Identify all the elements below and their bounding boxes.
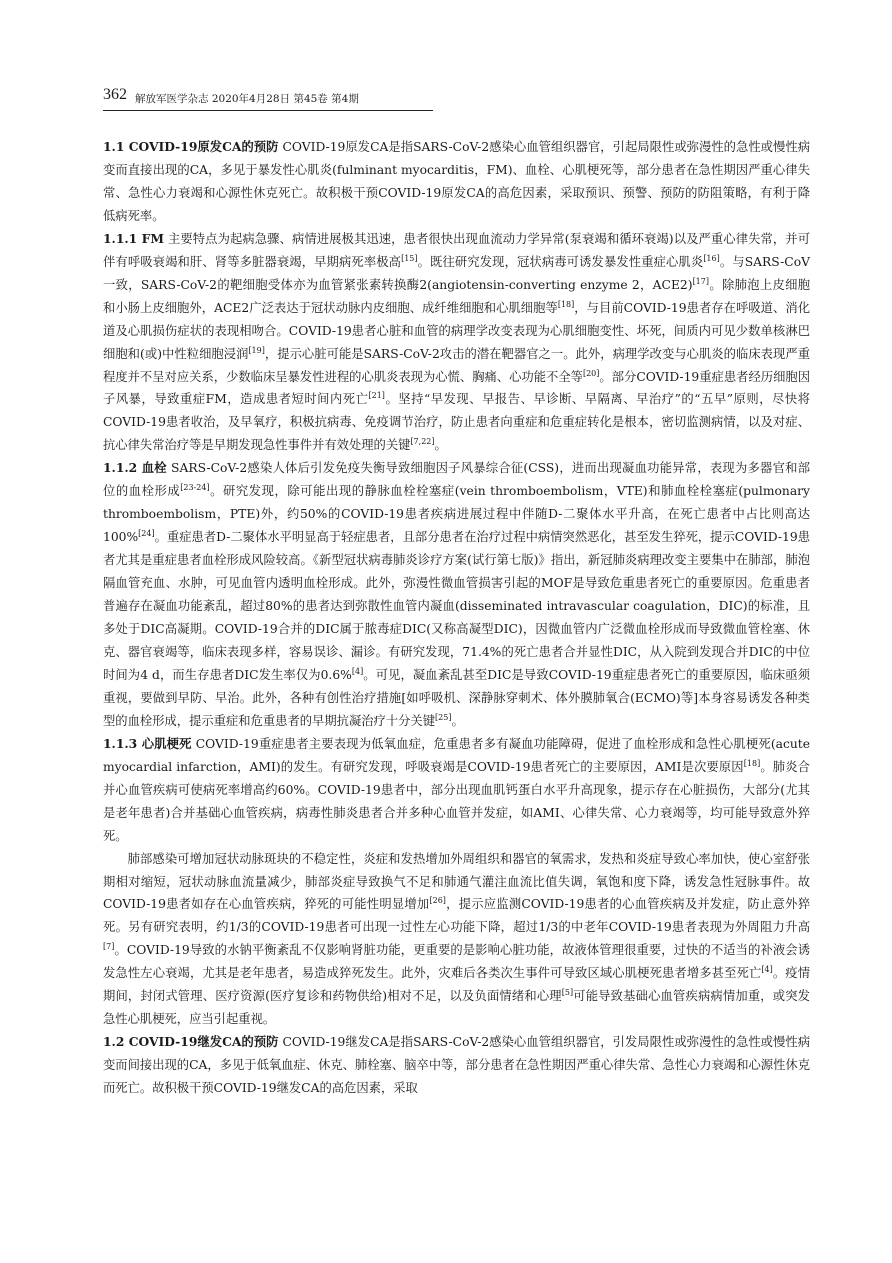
section-heading: 1.1.2 血栓 <box>103 460 167 476</box>
citation: [18] <box>743 758 761 768</box>
text-run: 可能导致基础心血管疾病病情加重，或突发急性心肌梗死，应当引起重视。 <box>103 989 810 1027</box>
text-run: ，提示应监测COVID-19患者的心血管疾病及并发症，防止意外猝死。另有研究表明，约1/3的COVID-19患者可出现一过性左心功能下降，超过1/3的中老年COVID-19患者表现为外周阻力升高 <box>103 897 811 935</box>
citation: [4] <box>351 666 364 676</box>
citation: [23-24] <box>180 483 210 493</box>
section-heading: 1.2 COVID-19继发CA的预防 <box>103 1034 279 1050</box>
citation: [16] <box>703 253 720 263</box>
text-run: 。坚持“早发现、早报告、早诊断、早隔离、早治疗”的“五早”原则，尽快将COVID-19患者收治，及早氧疗，积极抗病毒、免疫调节治疗，防止患者向重症和危重症转化是根本，密切监测病情，以及对症、抗心律失常治疗等是早期发现急性事件并有效处理的关键 <box>103 392 810 453</box>
text-run: 。重症患者D-二聚体水平明显高于轻症患者，且部分患者在治疗过程中病情突然恶化，甚至发生猝死，提示COVID-19患者尤其是重症患者血栓形成风险较高。《新型冠状病毒肺炎诊疗方案(试行第七版)》指出，新冠肺炎病理改变主要集中在肺部，肺泡隔血管充血、水肿，可见血管内透明血栓形成。此外，弥漫性微血管损害引起的MOF是导致危重患者死亡的重要原因。危重患者普遍存在凝血功能紊乱，超过80%的患者达到弥散性血管内凝血(disseminated intravascular coagulation，DIC)的标准，且多处于DIC高凝期。COVID-19合并的DIC属于脓毒症DIC(又称高凝型DIC)，因微血管内广泛微血栓形成而导致微血管栓塞、休克、器官衰竭等，临床表现多样，容易误诊、漏诊。有研究发现，71.4%的死亡患者合并显性DIC，从入院到发现合并DIC的中位时间为4 d，而生存患者DIC发生率仅为0.6% <box>103 530 810 682</box>
running-header <box>103 84 433 111</box>
citation: [4] <box>761 965 773 975</box>
section-heading: 1.1.1 FM <box>103 230 164 246</box>
text-run: 主要特点为起病急骤、病情进展极其迅速，患者很快出现血流动力学异常(泵衰竭和循环衰竭)以及严重心律失常，并可伴有呼吸衰竭和肝、肾等多脏器衰竭，早期病死率极高 <box>103 231 810 269</box>
citation: [25] <box>435 712 452 722</box>
citation: [19] <box>248 345 265 355</box>
text-run: COVID-19重症患者主要表现为低氧血症，危重患者多有凝血功能障碍，促进了血栓形成和急性心肌梗死(acute myocardial infarction，AMI)的发生。有研究发现，呼吸衰竭是COVID-19患者死亡的主要原因，AMI是次要原因 <box>103 736 810 774</box>
section-heading: 1.1.3 心肌梗死 <box>103 735 192 751</box>
text-run: ，与目前COVID-19患者存在呼吸道、消化道及心肌损伤症状的表现相吻合。COVID-19患者心脏和血管的病理学改变表现为心肌细胞变性、坏死，间质内可见少数单核淋巴细胞和(或)中性粒细胞浸润 <box>103 300 811 361</box>
section-1-1-1 <box>103 228 810 458</box>
section-1-2 <box>103 1031 810 1100</box>
citation: [24] <box>138 529 155 539</box>
citation: [15] <box>401 253 418 263</box>
page-number: 362 <box>103 86 127 103</box>
text-run: 。疫情期间，封闭式管理、医疗资源(医疗复诊和药物供给)相对不足，以及负面情绪和心理 <box>103 966 810 1004</box>
text-run: 。可见，凝血紊乱甚至DIC是导致COVID-19重症患者死亡的重要原因，临床亟须重视，要做到早防、早治。此外，各种有创性治疗措施[如呼吸机、深静脉穿刺术、体外膜肺氧合(ECMO)等]本身容易诱发各种类型的血栓形成，提示重症和危重患者的早期抗凝治疗十分关键 <box>103 667 810 728</box>
section-1-1-3 <box>103 733 810 848</box>
citation: [20] <box>582 368 600 378</box>
citation: [18] <box>557 299 575 309</box>
journal-info: 解放军医学杂志 2020年4月28日 第45卷 第4期 <box>135 93 359 105</box>
text-run: SARS-CoV-2感染人体后引发免疫失衡导致细胞因子风暴综合征(CSS)，进而出现凝血功能异常，表现为多器官和部位的血栓形成 <box>103 461 810 499</box>
text-run: 。除肺泡上皮细胞和小肠上皮细胞外，ACE2广泛表达于冠状动脉内皮细胞、成纤维细胞和心肌细胞等 <box>103 277 810 315</box>
citation: [7,22] <box>410 437 435 447</box>
text-run: ，提示心脏可能是SARS-CoV-2攻击的潜在靶器官之一。此外，病理学改变与心肌炎的临床表现严重程度并不呈对应关系，少数临床呈暴发性进程的心肌炎表现为心慌、胸痛、心功能不全等 <box>103 346 810 384</box>
section-heading: 1.1 COVID-19原发CA的预防 <box>103 139 279 154</box>
text-run: 。 <box>434 438 447 453</box>
text-run: 。COVID-19导致的水钠平衡紊乱不仅影响肾脏功能，更重要的是影响心脏功能，故液体管理很重要，过快的不适当的补液会诱发急性左心衰竭，尤其是老年患者，易造成猝死发生。此外，灾难后各类次生事件可导致区域心肌梗死患者增多甚至死亡 <box>103 943 810 981</box>
section-1-1 <box>103 136 810 228</box>
paragraph-text: COVID-19原发CA是指SARS-CoV-2感染心血管组织器官，引起局限性或弥漫性的急性或慢性病变而直接出现的CA，多见于暴发性心肌炎(fulminant myocarditis，FM)、血栓、心肌梗死等，部分患者在急性期因严重心律失常、急性心力衰竭和心源性休克死亡。故积极干预COVID-19原发CA的高危因素，采取预识、预警、预防的防阻策略，有利于降低病死率。 <box>103 140 810 223</box>
section-1-1-2 <box>103 457 810 732</box>
text-run: 肺部感染可增加冠状动脉斑块的不稳定性，炎症和发热增加外周组织和器官的氧需求，发热和炎症导致心率加快，使心室舒张期相对缩短，冠状动脉血流量减少，肺部炎症导致换气不足和肺通气灌注血流比值失调，氧饱和度下降，诱发急性冠脉事件。故COVID-19患者如存在心血管疾病，猝死的可能性明显增加 <box>103 851 810 912</box>
paragraph-lung-infection <box>103 848 810 1032</box>
paragraph-text: COVID-19继发CA是指SARS-CoV-2感染心血管组织器官，引发局限性或弥漫性的急性或慢性病变而间接出现的CA，多见于低氧血症、休克、肺栓塞、脑卒中等，部分患者在急性期因严重心律失常、急性心力衰竭和心源性休克而死亡。故积极干预COVID-19继发CA的高危因素，采取 <box>103 1035 810 1096</box>
citation: [26] <box>429 896 446 906</box>
article-body <box>103 136 810 1100</box>
text-run: 。研究发现，除可能出现的静脉血栓栓塞症(vein thromboembolism，VTE)和肺血栓栓塞症(pulmonary thromboembolism，PTE)外，约50%的COVID-19患者疾病进展过程中伴随D-二聚体水平升高，在死亡患者中占比则高达100% <box>103 484 810 545</box>
text-run: 。部分COVID-19重症患者经历细胞因子风暴，导致重症FM，造成患者短时间内死亡 <box>103 369 810 407</box>
text-run: 。 <box>451 713 464 728</box>
citation: [5] <box>561 988 574 998</box>
citation: [21] <box>368 391 385 401</box>
text-run: 。与SARS-CoV一致，SARS-CoV-2的靶细胞受体亦为血管紧张素转换酶2(angiotensin-converting enzyme 2，ACE2) <box>103 254 810 292</box>
citation: [7] <box>103 942 115 952</box>
text-run: 。既往研究发现，冠状病毒可诱发暴发性重症心肌炎 <box>417 254 704 269</box>
text-run: 。肺炎合并心血管疾病可使病死率增高约60%。COVID-19患者中，部分出现血肌钙蛋白水平升高现象，提示存在心脏损伤，大部分(尤其是老年患者)合并基础心血管疾病，病毒性肺炎患者合并多种心血管并发症，如AMI、心律失常、心力衰竭等，均可能导致意外猝死。 <box>103 759 810 843</box>
citation: [17] <box>692 276 709 286</box>
